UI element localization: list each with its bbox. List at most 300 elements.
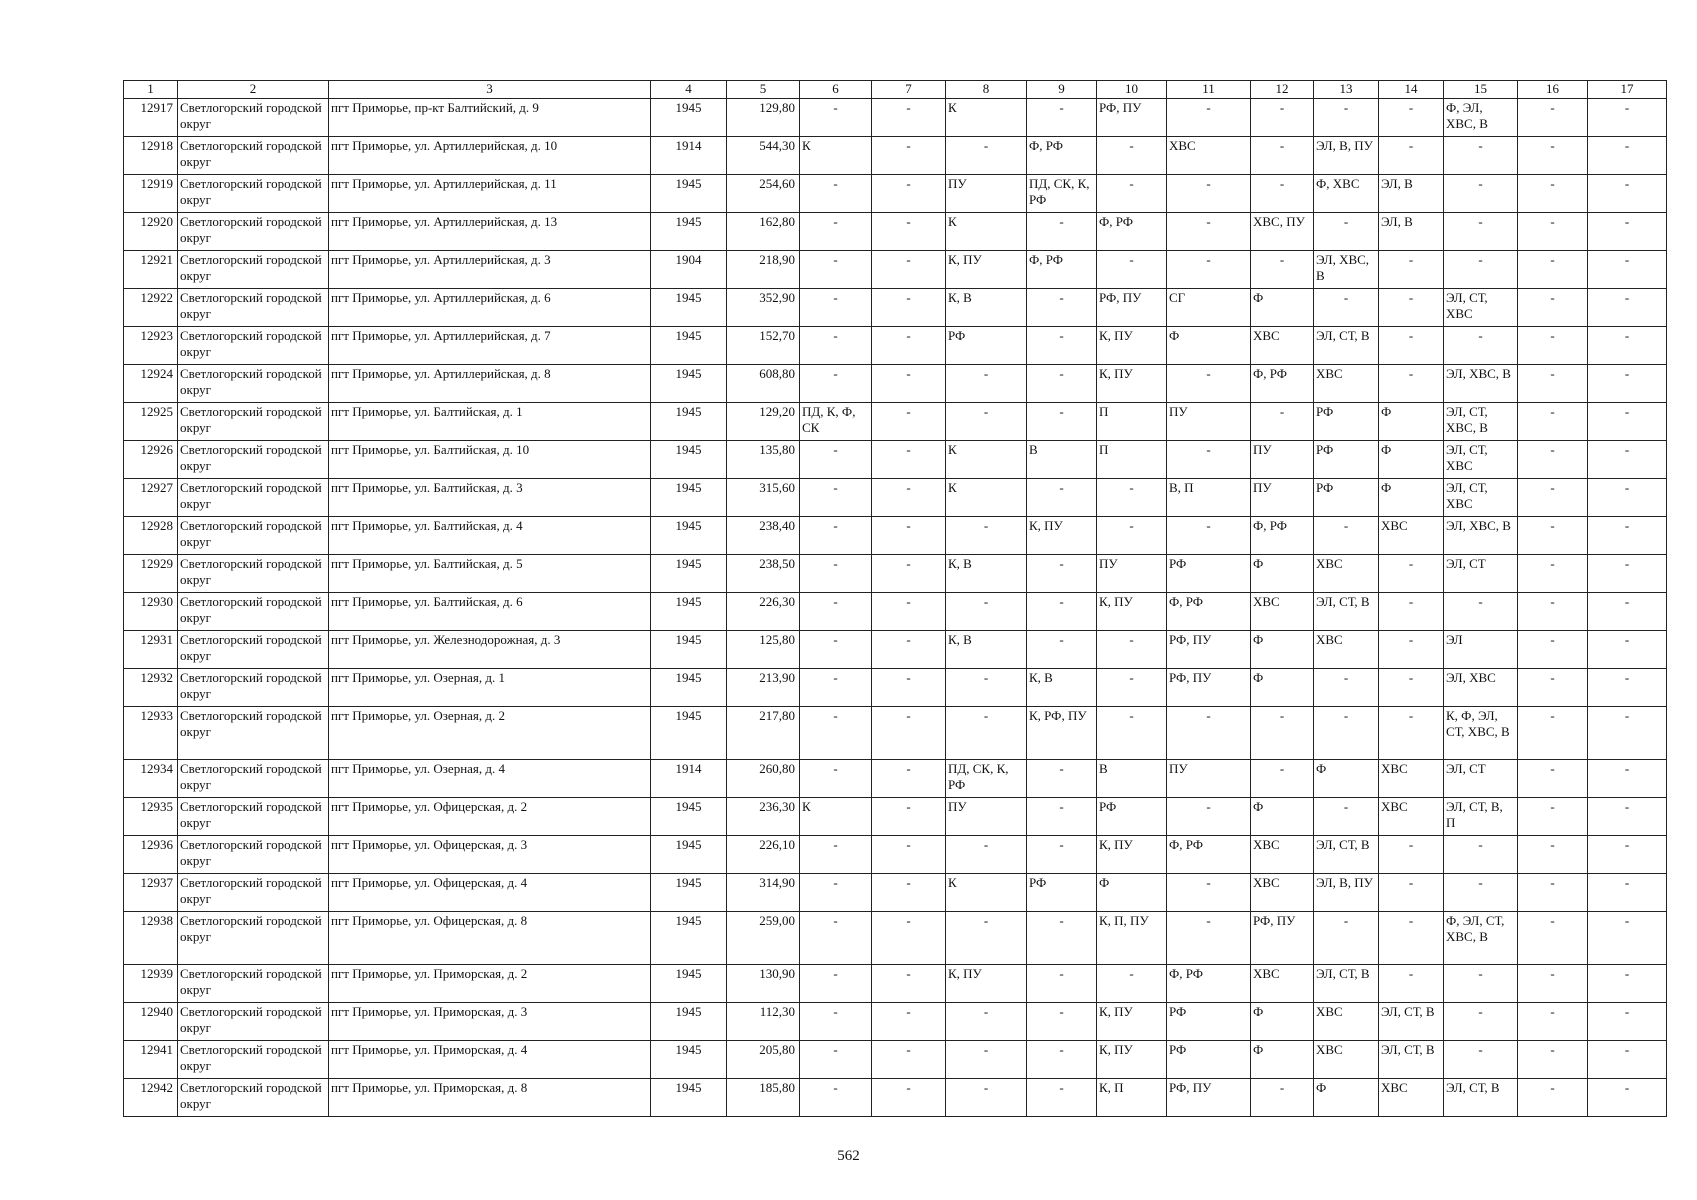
table-cell-col-6: - bbox=[800, 1079, 872, 1117]
table-cell-col-15: ЭЛ, СТ, ХВС bbox=[1444, 441, 1518, 479]
table-cell-col-16: - bbox=[1518, 289, 1588, 327]
table-cell-col-15: - bbox=[1444, 213, 1518, 251]
table-cell-col-4: 1945 bbox=[651, 289, 727, 327]
table-cell-col-1: 12939 bbox=[124, 965, 178, 1003]
table-cell-col-4: 1914 bbox=[651, 137, 727, 175]
table-cell-col-4: 1945 bbox=[651, 1079, 727, 1117]
table-row bbox=[124, 760, 1667, 798]
table-cell-col-5: 260,80 bbox=[727, 760, 800, 798]
table-cell-col-14: Ф bbox=[1379, 479, 1444, 517]
table-cell-col-17: - bbox=[1588, 874, 1667, 912]
table-cell-col-16: - bbox=[1518, 1003, 1588, 1041]
table-cell-col-1: 12923 bbox=[124, 327, 178, 365]
table-cell-col-4: 1945 bbox=[651, 365, 727, 403]
table-cell-col-1: 12934 bbox=[124, 760, 178, 798]
table-cell-col-8: - bbox=[946, 137, 1027, 175]
table-cell-col-7: - bbox=[872, 593, 946, 631]
table-cell-col-8: К, В bbox=[946, 631, 1027, 669]
table-cell-col-16: - bbox=[1518, 965, 1588, 1003]
column-header-13: 13 bbox=[1314, 81, 1379, 99]
table-cell-col-14: - bbox=[1379, 289, 1444, 327]
table-cell-col-1: 12929 bbox=[124, 555, 178, 593]
table-cell-col-13: - bbox=[1314, 669, 1379, 707]
table-cell-col-6: - bbox=[800, 707, 872, 760]
table-cell-col-16: - bbox=[1518, 836, 1588, 874]
table-cell-col-9: К, В bbox=[1027, 669, 1097, 707]
table-row bbox=[124, 99, 1667, 137]
table-cell-col-2: Светлогорский городской округ bbox=[178, 479, 329, 517]
table-cell-col-1: 12933 bbox=[124, 707, 178, 760]
table-cell-col-7: - bbox=[872, 798, 946, 836]
table-cell-col-15: - bbox=[1444, 1003, 1518, 1041]
table-cell-col-1: 12936 bbox=[124, 836, 178, 874]
table-row bbox=[124, 912, 1667, 965]
table-cell-col-10: - bbox=[1097, 251, 1167, 289]
table-cell-col-11: - bbox=[1167, 517, 1251, 555]
table-cell-col-6: - bbox=[800, 99, 872, 137]
table-cell-col-7: - bbox=[872, 99, 946, 137]
table-cell-col-14: - bbox=[1379, 912, 1444, 965]
table-cell-col-5: 205,80 bbox=[727, 1041, 800, 1079]
table-cell-col-11: - bbox=[1167, 707, 1251, 760]
table-cell-col-8: - bbox=[946, 912, 1027, 965]
table-cell-col-12: ХВС bbox=[1251, 874, 1314, 912]
table-row bbox=[124, 593, 1667, 631]
table-cell-col-14: - bbox=[1379, 251, 1444, 289]
table-cell-col-3: пгт Приморье, ул. Офицерская, д. 3 bbox=[329, 836, 651, 874]
table-cell-col-3: пгт Приморье, ул. Артиллерийская, д. 13 bbox=[329, 213, 651, 251]
table-cell-col-11: - bbox=[1167, 213, 1251, 251]
column-header-9: 9 bbox=[1027, 81, 1097, 99]
table-cell-col-10: В bbox=[1097, 760, 1167, 798]
table-row bbox=[124, 137, 1667, 175]
table-cell-col-8: К bbox=[946, 874, 1027, 912]
table-cell-col-5: 254,60 bbox=[727, 175, 800, 213]
table-row bbox=[124, 365, 1667, 403]
table-cell-col-11: РФ bbox=[1167, 1041, 1251, 1079]
table-cell-col-10: Ф bbox=[1097, 874, 1167, 912]
table-cell-col-8: К, В bbox=[946, 289, 1027, 327]
table-row bbox=[124, 707, 1667, 760]
table-cell-col-16: - bbox=[1518, 251, 1588, 289]
table-cell-col-3: пгт Приморье, ул. Озерная, д. 1 bbox=[329, 669, 651, 707]
table-cell-col-17: - bbox=[1588, 965, 1667, 1003]
table-cell-col-16: - bbox=[1518, 707, 1588, 760]
table-cell-col-10: РФ, ПУ bbox=[1097, 99, 1167, 137]
table-cell-col-5: 162,80 bbox=[727, 213, 800, 251]
table-cell-col-15: ЭЛ, СТ, В, П bbox=[1444, 798, 1518, 836]
table-cell-col-16: - bbox=[1518, 479, 1588, 517]
table-cell-col-3: пгт Приморье, ул. Офицерская, д. 2 bbox=[329, 798, 651, 836]
table-row bbox=[124, 175, 1667, 213]
table-cell-col-17: - bbox=[1588, 251, 1667, 289]
table-cell-col-17: - bbox=[1588, 289, 1667, 327]
table-cell-col-15: ЭЛ, СТ, ХВС, В bbox=[1444, 403, 1518, 441]
table-cell-col-8: - bbox=[946, 403, 1027, 441]
table-row bbox=[124, 669, 1667, 707]
table-row bbox=[124, 327, 1667, 365]
table-cell-col-11: Ф, РФ bbox=[1167, 836, 1251, 874]
table-cell-col-12: - bbox=[1251, 403, 1314, 441]
table-cell-col-7: - bbox=[872, 441, 946, 479]
table-cell-col-12: Ф bbox=[1251, 1003, 1314, 1041]
table-cell-col-16: - bbox=[1518, 99, 1588, 137]
table-cell-col-4: 1945 bbox=[651, 403, 727, 441]
table-cell-col-17: - bbox=[1588, 365, 1667, 403]
table-cell-col-7: - bbox=[872, 213, 946, 251]
table-cell-col-10: - bbox=[1097, 517, 1167, 555]
table-cell-col-2: Светлогорский городской округ bbox=[178, 365, 329, 403]
table-cell-col-11: - bbox=[1167, 175, 1251, 213]
page-number: 562 bbox=[837, 1148, 860, 1164]
table-cell-col-12: РФ, ПУ bbox=[1251, 912, 1314, 965]
table-cell-col-1: 12918 bbox=[124, 137, 178, 175]
table-cell-col-5: 125,80 bbox=[727, 631, 800, 669]
table-cell-col-14: ЭЛ, В bbox=[1379, 175, 1444, 213]
table-cell-col-17: - bbox=[1588, 631, 1667, 669]
column-header-3: 3 bbox=[329, 81, 651, 99]
table-cell-col-11: В, П bbox=[1167, 479, 1251, 517]
table-cell-col-4: 1945 bbox=[651, 593, 727, 631]
table-row bbox=[124, 965, 1667, 1003]
table-cell-col-10: К, ПУ bbox=[1097, 593, 1167, 631]
table-cell-col-15: ЭЛ, ХВС bbox=[1444, 669, 1518, 707]
table-cell-col-3: пгт Приморье, ул. Балтийская, д. 3 bbox=[329, 479, 651, 517]
table-cell-col-3: пгт Приморье, ул. Балтийская, д. 1 bbox=[329, 403, 651, 441]
table-cell-col-11: ХВС bbox=[1167, 137, 1251, 175]
table-cell-col-5: 315,60 bbox=[727, 479, 800, 517]
table-cell-col-1: 12920 bbox=[124, 213, 178, 251]
table-cell-col-8: К, ПУ bbox=[946, 965, 1027, 1003]
table-cell-col-10: - bbox=[1097, 137, 1167, 175]
table-cell-col-1: 12924 bbox=[124, 365, 178, 403]
table-cell-col-2: Светлогорский городской округ bbox=[178, 137, 329, 175]
table-cell-col-10: К, ПУ bbox=[1097, 365, 1167, 403]
table-cell-col-7: - bbox=[872, 1041, 946, 1079]
table-cell-col-8: ПД, СК, К, РФ bbox=[946, 760, 1027, 798]
table-cell-col-9: - bbox=[1027, 760, 1097, 798]
table-cell-col-12: ПУ bbox=[1251, 441, 1314, 479]
table-cell-col-9: - bbox=[1027, 365, 1097, 403]
table-cell-col-9: - bbox=[1027, 1003, 1097, 1041]
column-header-12: 12 bbox=[1251, 81, 1314, 99]
table-cell-col-11: - bbox=[1167, 365, 1251, 403]
table-cell-col-17: - bbox=[1588, 707, 1667, 760]
table-cell-col-14: - bbox=[1379, 555, 1444, 593]
column-header-17: 17 bbox=[1588, 81, 1667, 99]
table-cell-col-16: - bbox=[1518, 137, 1588, 175]
table-cell-col-6: - bbox=[800, 327, 872, 365]
table-cell-col-14: - bbox=[1379, 707, 1444, 760]
table-cell-col-4: 1945 bbox=[651, 1041, 727, 1079]
table-cell-col-14: - bbox=[1379, 365, 1444, 403]
table-cell-col-7: - bbox=[872, 1003, 946, 1041]
table-cell-col-4: 1945 bbox=[651, 707, 727, 760]
table-cell-col-12: - bbox=[1251, 137, 1314, 175]
table-cell-col-16: - bbox=[1518, 593, 1588, 631]
table-cell-col-7: - bbox=[872, 175, 946, 213]
table-cell-col-17: - bbox=[1588, 1003, 1667, 1041]
table-cell-col-14: ЭЛ, СТ, В bbox=[1379, 1003, 1444, 1041]
table-cell-col-15: Ф, ЭЛ, ХВС, В bbox=[1444, 99, 1518, 137]
table-cell-col-10: К, ПУ bbox=[1097, 1041, 1167, 1079]
table-cell-col-4: 1945 bbox=[651, 669, 727, 707]
table-cell-col-2: Светлогорский городской округ bbox=[178, 403, 329, 441]
table-cell-col-6: ПД, К, Ф, СК bbox=[800, 403, 872, 441]
table-cell-col-13: ХВС bbox=[1314, 631, 1379, 669]
table-cell-col-17: - bbox=[1588, 1079, 1667, 1117]
table-cell-col-6: - bbox=[800, 965, 872, 1003]
table-cell-col-6: - bbox=[800, 874, 872, 912]
table-cell-col-14: ХВС bbox=[1379, 517, 1444, 555]
table-cell-col-9: - bbox=[1027, 99, 1097, 137]
table-row bbox=[124, 1079, 1667, 1117]
table-cell-col-14: Ф bbox=[1379, 403, 1444, 441]
table-cell-col-1: 12927 bbox=[124, 479, 178, 517]
table-cell-col-4: 1945 bbox=[651, 555, 727, 593]
table-cell-col-2: Светлогорский городской округ bbox=[178, 1079, 329, 1117]
table-cell-col-1: 12931 bbox=[124, 631, 178, 669]
table-cell-col-4: 1914 bbox=[651, 760, 727, 798]
table-cell-col-13: Ф bbox=[1314, 1079, 1379, 1117]
table-cell-col-8: - bbox=[946, 836, 1027, 874]
table-row bbox=[124, 441, 1667, 479]
table-cell-col-9: - bbox=[1027, 1079, 1097, 1117]
table-cell-col-15: - bbox=[1444, 327, 1518, 365]
table-cell-col-8: - bbox=[946, 1079, 1027, 1117]
table-cell-col-12: - bbox=[1251, 175, 1314, 213]
table-cell-col-10: ПУ bbox=[1097, 555, 1167, 593]
table-cell-col-12: Ф, РФ bbox=[1251, 365, 1314, 403]
table-cell-col-16: - bbox=[1518, 669, 1588, 707]
table-cell-col-9: - bbox=[1027, 213, 1097, 251]
table-cell-col-10: К, ПУ bbox=[1097, 327, 1167, 365]
table-cell-col-3: пгт Приморье, ул. Артиллерийская, д. 10 bbox=[329, 137, 651, 175]
table-cell-col-1: 12921 bbox=[124, 251, 178, 289]
table-cell-col-9: - bbox=[1027, 289, 1097, 327]
table-cell-col-17: - bbox=[1588, 517, 1667, 555]
table-cell-col-2: Светлогорский городской округ bbox=[178, 1003, 329, 1041]
table-cell-col-8: - bbox=[946, 365, 1027, 403]
table-cell-col-2: Светлогорский городской округ bbox=[178, 251, 329, 289]
table-cell-col-12: - bbox=[1251, 251, 1314, 289]
table-cell-col-17: - bbox=[1588, 593, 1667, 631]
table-cell-col-10: - bbox=[1097, 631, 1167, 669]
table-cell-col-13: ЭЛ, ХВС, В bbox=[1314, 251, 1379, 289]
table-cell-col-13: - bbox=[1314, 912, 1379, 965]
table-cell-col-6: - bbox=[800, 1041, 872, 1079]
table-cell-col-5: 226,30 bbox=[727, 593, 800, 631]
table-cell-col-7: - bbox=[872, 912, 946, 965]
table-cell-col-13: - bbox=[1314, 707, 1379, 760]
table-cell-col-7: - bbox=[872, 327, 946, 365]
table-cell-col-16: - bbox=[1518, 631, 1588, 669]
table-cell-col-2: Светлогорский городской округ bbox=[178, 327, 329, 365]
table-cell-col-13: ХВС bbox=[1314, 1041, 1379, 1079]
table-cell-col-15: Ф, ЭЛ, СТ, ХВС, В bbox=[1444, 912, 1518, 965]
table-cell-col-1: 12932 bbox=[124, 669, 178, 707]
table-cell-col-2: Светлогорский городской округ bbox=[178, 631, 329, 669]
table-cell-col-14: ЭЛ, СТ, В bbox=[1379, 1041, 1444, 1079]
table-cell-col-15: ЭЛ, СТ bbox=[1444, 555, 1518, 593]
table-cell-col-15: ЭЛ, СТ, ХВС bbox=[1444, 479, 1518, 517]
table-cell-col-11: ПУ bbox=[1167, 760, 1251, 798]
table-cell-col-4: 1945 bbox=[651, 517, 727, 555]
table-cell-col-12: ХВС bbox=[1251, 836, 1314, 874]
table-cell-col-17: - bbox=[1588, 1041, 1667, 1079]
column-header-1: 1 bbox=[124, 81, 178, 99]
table-cell-col-12: Ф bbox=[1251, 669, 1314, 707]
table-cell-col-16: - bbox=[1518, 555, 1588, 593]
table-cell-col-11: РФ, ПУ bbox=[1167, 631, 1251, 669]
table-cell-col-17: - bbox=[1588, 479, 1667, 517]
table-cell-col-2: Светлогорский городской округ bbox=[178, 836, 329, 874]
table-cell-col-17: - bbox=[1588, 137, 1667, 175]
table-cell-col-5: 238,50 bbox=[727, 555, 800, 593]
table-cell-col-8: - bbox=[946, 517, 1027, 555]
table-row bbox=[124, 517, 1667, 555]
table-cell-col-17: - bbox=[1588, 99, 1667, 137]
table-cell-col-13: ЭЛ, СТ, В bbox=[1314, 593, 1379, 631]
table-cell-col-3: пгт Приморье, ул. Артиллерийская, д. 3 bbox=[329, 251, 651, 289]
table-cell-col-13: ЭЛ, СТ, В bbox=[1314, 327, 1379, 365]
table-cell-col-6: - bbox=[800, 912, 872, 965]
table-cell-col-15: - bbox=[1444, 137, 1518, 175]
table-cell-col-10: РФ, ПУ bbox=[1097, 289, 1167, 327]
table-cell-col-2: Светлогорский городской округ bbox=[178, 874, 329, 912]
table-cell-col-16: - bbox=[1518, 403, 1588, 441]
table-cell-col-3: пгт Приморье, ул. Офицерская, д. 4 bbox=[329, 874, 651, 912]
table-cell-col-1: 12938 bbox=[124, 912, 178, 965]
table-cell-col-17: - bbox=[1588, 213, 1667, 251]
table-cell-col-8: К bbox=[946, 479, 1027, 517]
table-cell-col-13: ХВС bbox=[1314, 365, 1379, 403]
table-cell-col-7: - bbox=[872, 760, 946, 798]
table-cell-col-4: 1945 bbox=[651, 912, 727, 965]
table-cell-col-5: 217,80 bbox=[727, 707, 800, 760]
table-cell-col-9: - bbox=[1027, 479, 1097, 517]
table-cell-col-10: К, ПУ bbox=[1097, 836, 1167, 874]
table-cell-col-12: Ф bbox=[1251, 555, 1314, 593]
table-cell-col-5: 608,80 bbox=[727, 365, 800, 403]
table-cell-col-6: - bbox=[800, 760, 872, 798]
table-cell-col-5: 129,20 bbox=[727, 403, 800, 441]
table-cell-col-6: - bbox=[800, 555, 872, 593]
table-cell-col-15: ЭЛ, СТ, ХВС bbox=[1444, 289, 1518, 327]
table-cell-col-7: - bbox=[872, 1079, 946, 1117]
table-cell-col-15: - bbox=[1444, 251, 1518, 289]
table-cell-col-11: - bbox=[1167, 99, 1251, 137]
table-cell-col-9: ПД, СК, К, РФ bbox=[1027, 175, 1097, 213]
table-cell-col-11: СГ bbox=[1167, 289, 1251, 327]
column-header-14: 14 bbox=[1379, 81, 1444, 99]
table-cell-col-17: - bbox=[1588, 836, 1667, 874]
table-cell-col-3: пгт Приморье, ул. Артиллерийская, д. 6 bbox=[329, 289, 651, 327]
table-cell-col-8: - bbox=[946, 1041, 1027, 1079]
table-cell-col-16: - bbox=[1518, 1079, 1588, 1117]
table-cell-col-7: - bbox=[872, 669, 946, 707]
table-cell-col-8: К, ПУ bbox=[946, 251, 1027, 289]
table-cell-col-9: - bbox=[1027, 836, 1097, 874]
table-cell-col-3: пгт Приморье, ул. Артиллерийская, д. 7 bbox=[329, 327, 651, 365]
table-cell-col-5: 314,90 bbox=[727, 874, 800, 912]
table-cell-col-1: 12922 bbox=[124, 289, 178, 327]
table-cell-col-9: - bbox=[1027, 403, 1097, 441]
table-cell-col-4: 1945 bbox=[651, 327, 727, 365]
table-cell-col-7: - bbox=[872, 631, 946, 669]
table-cell-col-13: ХВС bbox=[1314, 1003, 1379, 1041]
table-row bbox=[124, 631, 1667, 669]
table-cell-col-5: 352,90 bbox=[727, 289, 800, 327]
table-cell-col-10: РФ bbox=[1097, 798, 1167, 836]
table-cell-col-9: - bbox=[1027, 798, 1097, 836]
table-cell-col-14: Ф bbox=[1379, 441, 1444, 479]
table-cell-col-8: РФ bbox=[946, 327, 1027, 365]
table-cell-col-12: - bbox=[1251, 1079, 1314, 1117]
table-cell-col-8: К bbox=[946, 441, 1027, 479]
table-cell-col-3: пгт Приморье, ул. Артиллерийская, д. 8 bbox=[329, 365, 651, 403]
table-cell-col-7: - bbox=[872, 836, 946, 874]
table-cell-col-5: 135,80 bbox=[727, 441, 800, 479]
table-row bbox=[124, 1041, 1667, 1079]
table-cell-col-17: - bbox=[1588, 669, 1667, 707]
table-cell-col-8: - bbox=[946, 707, 1027, 760]
table-cell-col-3: пгт Приморье, ул. Балтийская, д. 5 bbox=[329, 555, 651, 593]
table-cell-col-2: Светлогорский городской округ bbox=[178, 760, 329, 798]
table-cell-col-10: Ф, РФ bbox=[1097, 213, 1167, 251]
table-cell-col-10: К, П, ПУ bbox=[1097, 912, 1167, 965]
table-cell-col-12: Ф bbox=[1251, 1041, 1314, 1079]
table-cell-col-3: пгт Приморье, ул. Приморская, д. 2 bbox=[329, 965, 651, 1003]
table-row bbox=[124, 213, 1667, 251]
table-cell-col-15: - bbox=[1444, 1041, 1518, 1079]
table-cell-col-8: ПУ bbox=[946, 798, 1027, 836]
table-cell-col-7: - bbox=[872, 517, 946, 555]
table-cell-col-6: - bbox=[800, 213, 872, 251]
table-cell-col-1: 12937 bbox=[124, 874, 178, 912]
table-cell-col-17: - bbox=[1588, 327, 1667, 365]
table-cell-col-16: - bbox=[1518, 912, 1588, 965]
table-cell-col-5: 130,90 bbox=[727, 965, 800, 1003]
table-cell-col-8: К, В bbox=[946, 555, 1027, 593]
table-cell-col-3: пгт Приморье, ул. Приморская, д. 3 bbox=[329, 1003, 651, 1041]
table-cell-col-15: - bbox=[1444, 593, 1518, 631]
table-cell-col-9: - bbox=[1027, 555, 1097, 593]
table-cell-col-17: - bbox=[1588, 912, 1667, 965]
table-cell-col-12: - bbox=[1251, 99, 1314, 137]
table-cell-col-6: - bbox=[800, 175, 872, 213]
table-cell-col-8: ПУ bbox=[946, 175, 1027, 213]
table-cell-col-5: 236,30 bbox=[727, 798, 800, 836]
table-cell-col-14: - bbox=[1379, 965, 1444, 1003]
table-cell-col-9: - bbox=[1027, 631, 1097, 669]
table-cell-col-1: 12928 bbox=[124, 517, 178, 555]
table-cell-col-6: - bbox=[800, 1003, 872, 1041]
table-cell-col-12: Ф, РФ bbox=[1251, 517, 1314, 555]
table-cell-col-5: 218,90 bbox=[727, 251, 800, 289]
column-header-11: 11 bbox=[1167, 81, 1251, 99]
table-cell-col-14: - bbox=[1379, 99, 1444, 137]
table-cell-col-12: ХВС, ПУ bbox=[1251, 213, 1314, 251]
table-cell-col-1: 12935 bbox=[124, 798, 178, 836]
table-cell-col-8: К bbox=[946, 99, 1027, 137]
table-row bbox=[124, 479, 1667, 517]
table-cell-col-7: - bbox=[872, 403, 946, 441]
table-cell-col-1: 12925 bbox=[124, 403, 178, 441]
table-cell-col-13: - bbox=[1314, 99, 1379, 137]
table-cell-col-4: 1945 bbox=[651, 1003, 727, 1041]
table-cell-col-2: Светлогорский городской округ bbox=[178, 175, 329, 213]
